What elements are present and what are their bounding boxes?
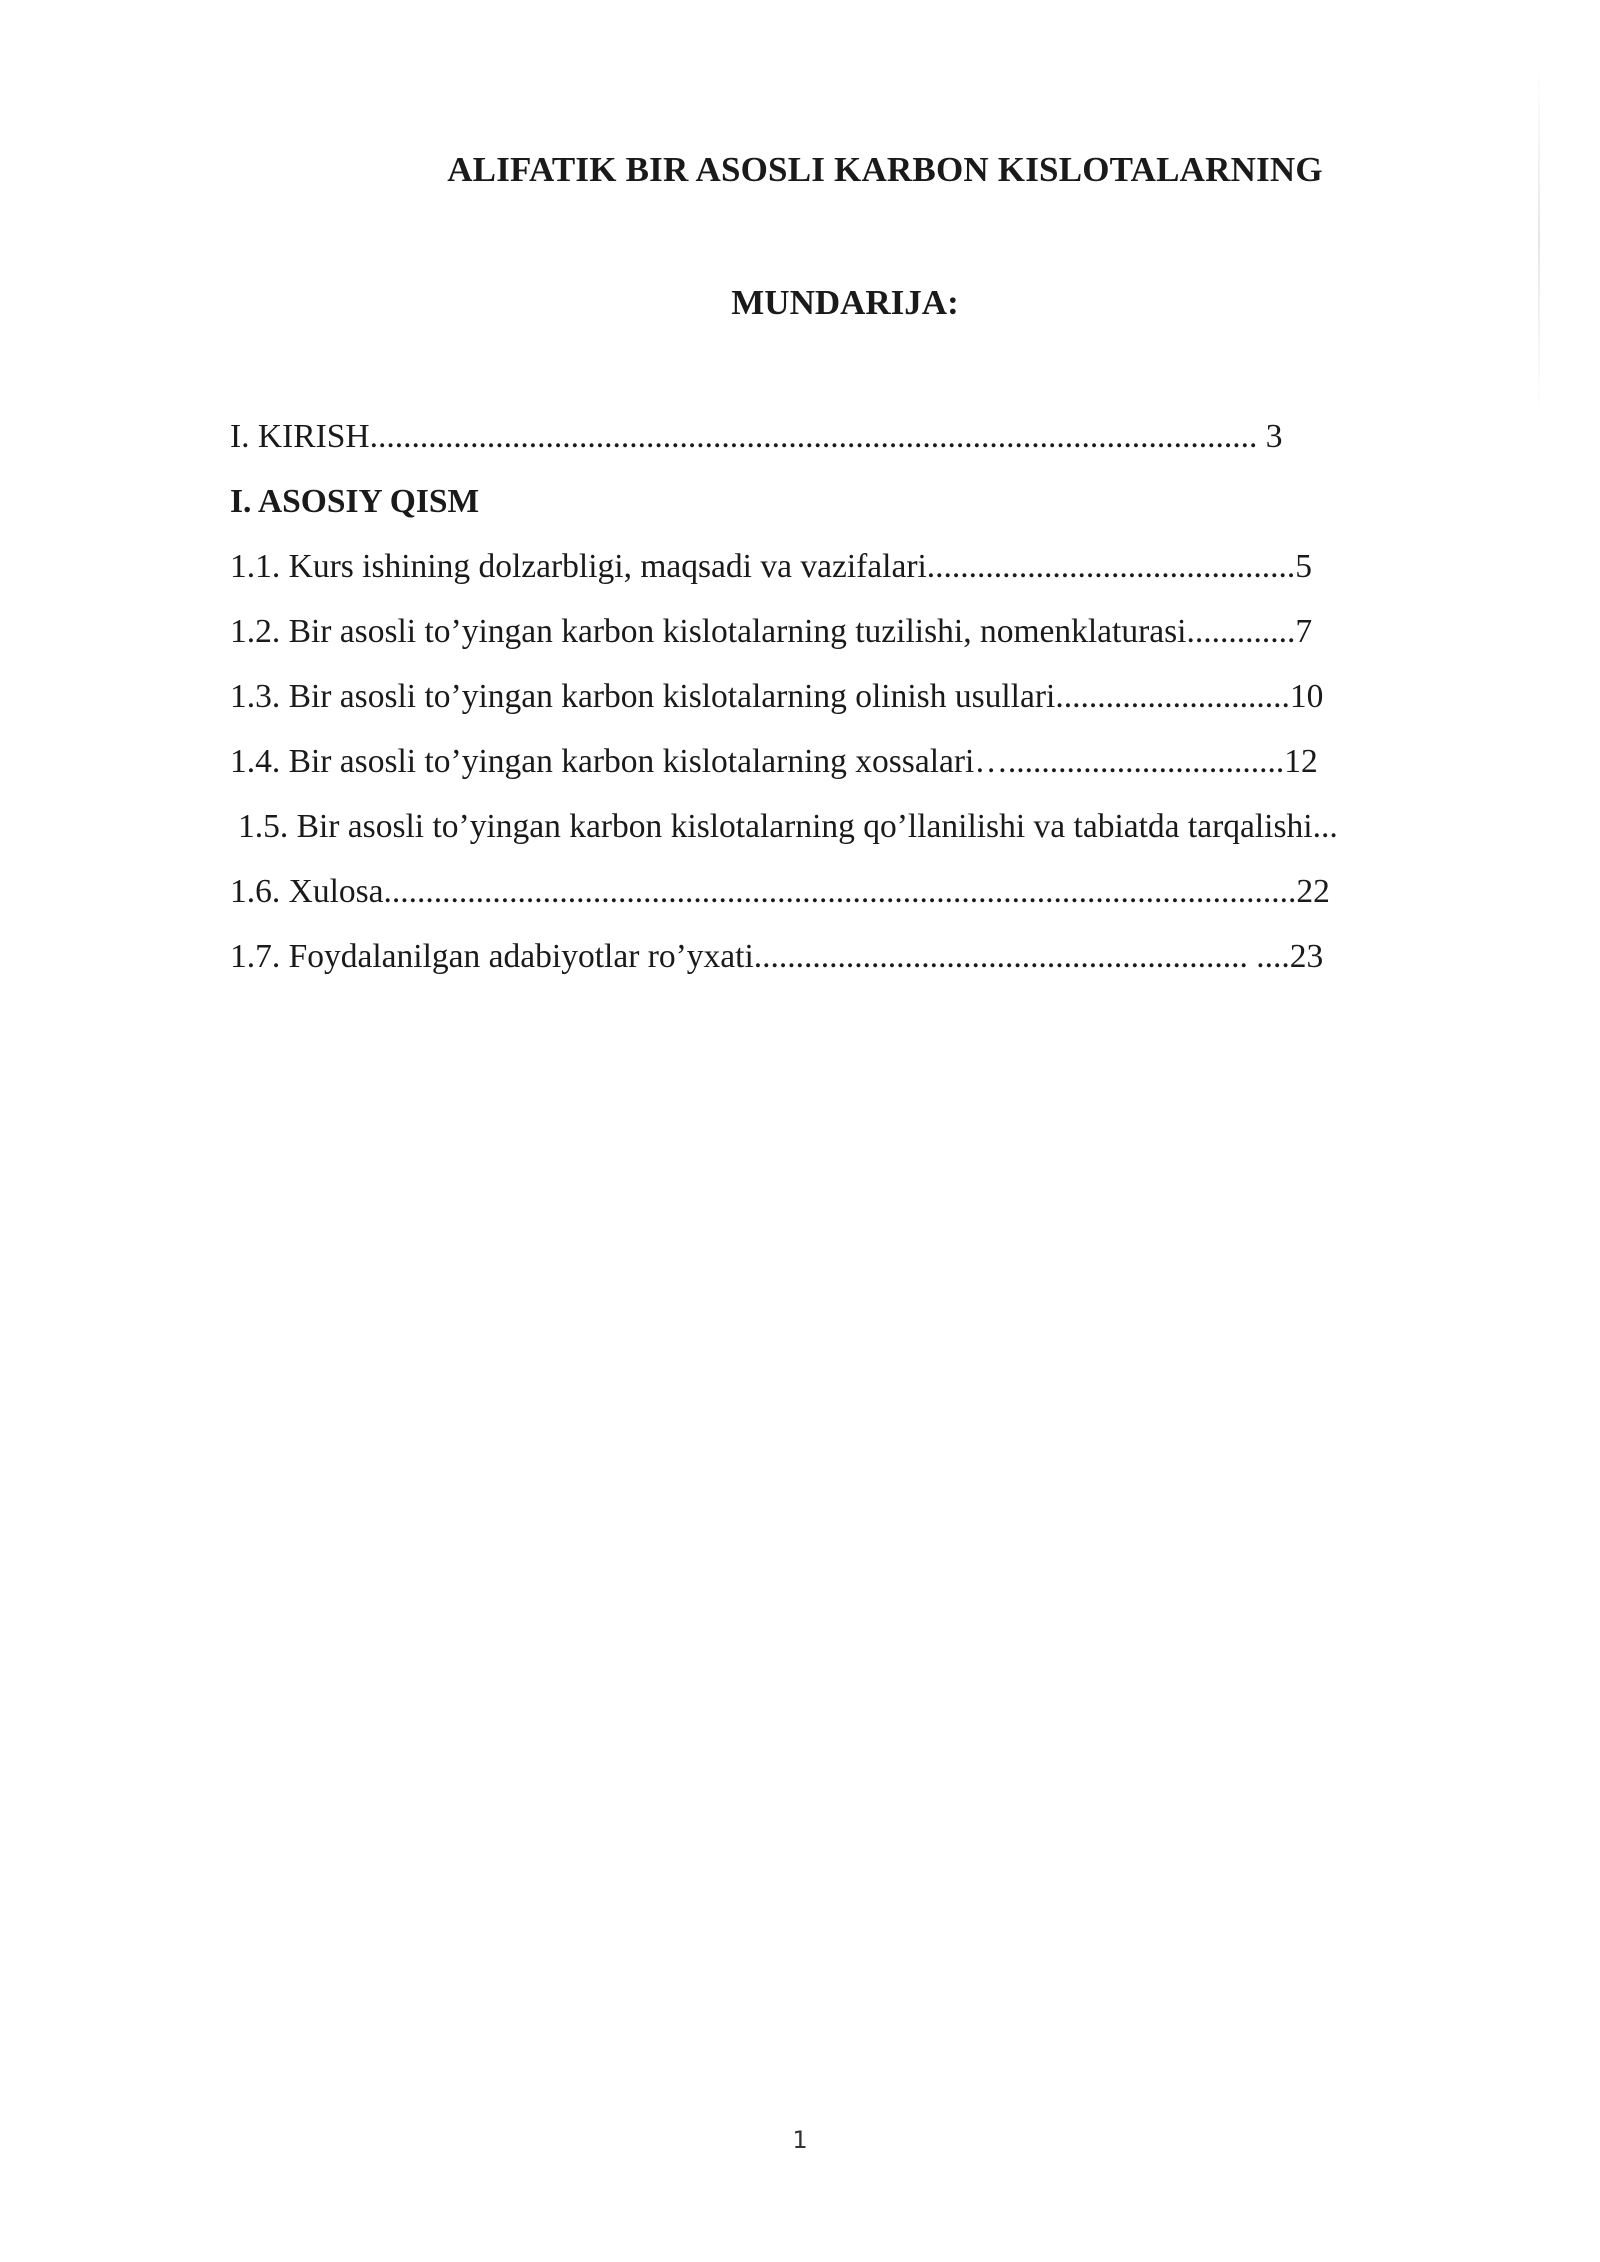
document-title: ALIFATIK BIR ASOSLI KARBON KISLOTALARNING (447, 150, 1323, 189)
toc-item-1-5: 1.5. Bir asosli to’yingan karbon kislotalarning qo’llanilishi va tabiatda tarqalishi... (238, 808, 1338, 845)
toc-item-kirish: I. KIRISH.......................................................................................................... 3 (230, 418, 1283, 455)
toc-section-asosiy-qism: I. ASOSIY QISM (230, 483, 480, 520)
page-edge-artifact (1538, 60, 1540, 420)
table-of-contents (230, 412, 1490, 997)
toc-item-1-2: 1.2. Bir asosli to’yingan karbon kislotalarning tuzilishi, nomenklaturasi.............7 (230, 613, 1313, 650)
toc-item-1-4: 1.4. Bir asosli to’yingan karbon kislotalarning xossalari….................................12 (230, 743, 1318, 780)
toc-item-1-1: 1.1. Kurs ishining dolzarbligi, maqsadi va vazifalari............................................5 (230, 548, 1313, 585)
page-number: 1 (792, 2126, 808, 2154)
toc-item-1-3: 1.3. Bir asosli to’yingan karbon kislotalarning olinish usullari............................10 (230, 678, 1324, 715)
toc-heading: MUNDARIJA: (731, 283, 959, 322)
toc-item-1-7: 1.7. Foydalanilgan adabiyotlar ro’yxati........................................................... ....23 (230, 938, 1324, 975)
toc-item-1-6: 1.6. Xulosa.............................................................................................................22 (230, 873, 1330, 910)
